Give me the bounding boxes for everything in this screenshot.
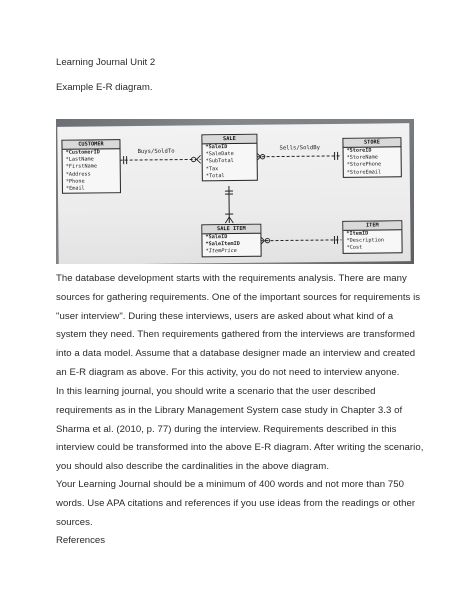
attribute: *CustomerID — [65, 149, 100, 156]
entity-sale-item — [201, 224, 261, 257]
attribute: *Description — [346, 237, 385, 245]
entity-store — [342, 137, 401, 177]
attribute: *Email — [65, 185, 85, 192]
attribute: *SaleID — [205, 144, 228, 151]
attribute: *Phone — [65, 178, 85, 185]
attribute: *StoreEmail — [346, 169, 382, 176]
entity-customer-title: CUSTOMER — [62, 140, 119, 150]
entity-sale — [201, 134, 257, 182]
entity-customer — [61, 139, 121, 194]
attribute: *LastName — [65, 156, 94, 163]
entity-sale-title: SALE — [202, 135, 256, 145]
attribute: *ItemPrice — [205, 248, 237, 255]
page-title: Learning Journal Unit 2 — [56, 57, 156, 68]
attribute: *SubTotal — [205, 158, 234, 165]
paragraph-intro: The database development starts with the requirements analysis. There are many sources for gathering requirements. One of the important sources for requirements is "user interview". During these interviews, users are asked about what kind of a system they need. Then requirements gathered from the interviews are transformed into a data model. Assume that a database designer made an interview and created an E-R diagram as above. For this activity, you do not need to interview anyone. — [56, 273, 421, 378]
attribute: *Tax — [205, 165, 219, 172]
attribute: *SaleID — [205, 234, 228, 241]
relationship-label-buys: Buys/SoldTo — [137, 148, 175, 156]
attribute: *StoreName — [346, 154, 378, 162]
attribute: *StoreID — [346, 147, 372, 154]
attribute: *StorePhone — [346, 161, 382, 169]
entity-sale-item-title: SALE ITEM — [202, 225, 260, 235]
paragraph-word-count: Your Learning Journal should be a minimum of 400 words and not more than 750 words. Use APA citations and references if you use ideas from the readings or other sources. — [56, 479, 416, 528]
attribute: *SaleItemID — [205, 241, 240, 248]
attribute: *ItemID — [346, 230, 369, 237]
entity-store-title: STORE — [343, 138, 400, 148]
er-diagram — [57, 123, 410, 264]
attribute: *Cost — [346, 245, 363, 252]
diagram-caption: Example E-R diagram. — [56, 82, 153, 93]
er-diagram-photo — [56, 119, 414, 264]
attribute: *FirstName — [65, 163, 97, 171]
attribute: *Address — [65, 171, 91, 178]
references-heading: References — [56, 535, 106, 546]
entity-item — [342, 220, 402, 253]
relationship-label-sells: Sells/SoldBy — [279, 145, 320, 152]
entity-item-title: ITEM — [343, 221, 401, 231]
attribute: *Total — [205, 172, 225, 180]
attribute: *SaleDate — [205, 151, 234, 158]
paragraph-instructions: In this learning journal, you should write a scenario that the user described requirements as in the Library Management System case study in Chapter 3.3 of Sharma et al. (2010, p. 77) during the interview. Requirements described in this interview could be transformed into the above E-R diagram. After writing the scenario, you should also describe the cardinalities in the above diagram. — [56, 386, 424, 473]
